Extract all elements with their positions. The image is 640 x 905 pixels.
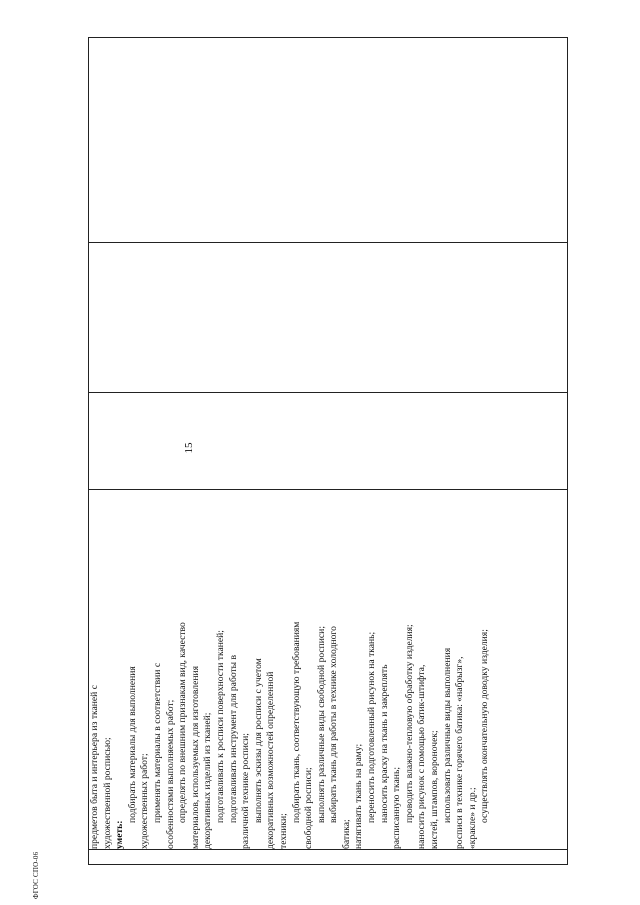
table-cell-content: [89, 490, 568, 850]
table-text-line: выполнять эскизы для росписи с учетом: [252, 658, 264, 823]
table-row: [89, 38, 568, 865]
table-text-line: материалов, используемых для изготовления: [189, 665, 201, 849]
table-text-line: техники;: [277, 813, 289, 849]
table-text-line: выполнять различные виды свободной росписи;: [315, 626, 327, 823]
table-text-line: различной технике росписи;: [240, 733, 252, 849]
page-number: 15: [183, 442, 195, 454]
competency-table: [88, 37, 568, 865]
table-text-line: подготавливать к росписи поверхности тканей;: [214, 630, 226, 823]
content-lines: [89, 490, 492, 849]
table-text-line: декоративных изделий из тканей;: [202, 712, 214, 849]
table-text-line: определять по внешним признакам вид, качество: [177, 622, 189, 823]
table-text-line: осуществлять окончательную доводку изделия;: [479, 629, 491, 823]
table-text-line: свободной росписи;: [303, 767, 315, 849]
table-text-line: натягивать ткань на раму;: [353, 743, 365, 849]
table-text-line: художественной росписью;: [101, 737, 113, 849]
table-cell-empty: [89, 38, 568, 243]
table-text-line: применять материалы в соответствии с: [151, 662, 163, 823]
table-text-line: выбирать ткань для работы в технике холодного: [328, 626, 340, 823]
table-text-line: росписи в технике горячего батика: «набрызг»,: [454, 656, 466, 849]
table-text-line: «кракле» и др.;: [466, 787, 478, 849]
footer-code: ФГОС СПО-06: [32, 851, 40, 899]
table-text-line: подбирать ткань, соответствующую требованиям: [290, 621, 302, 823]
table-text-line: подбирать материалы для выполнения: [126, 666, 138, 823]
table-text-line: художественных работ;: [139, 753, 151, 849]
table-cell-index: [89, 850, 568, 865]
table-text-line: наносить рисунок с помощью батик-штифта,: [416, 664, 428, 849]
table-text-line: предметов быта и интерьера из тканей с: [89, 685, 100, 849]
table-text-line: подготавливать инструмент для работы в: [227, 654, 239, 823]
table-text-line: проводить влажно-тепловую обработку изделия;: [403, 624, 415, 823]
table-text-line: декоративных возможностей определенной: [265, 671, 277, 849]
table-text-line: использовать различные виды выполнения: [441, 647, 453, 823]
table-text-line: особенностями выполняемых работ;: [164, 699, 176, 849]
table-text-line: переносить подготовленный рисунок на ткань;: [366, 631, 378, 823]
table-text-line: кистей, штампов, вороночек;: [429, 730, 441, 849]
table-text-line: расписанную ткань;: [391, 767, 403, 849]
table-text-line: наносить краску на ткань и закреплять: [378, 664, 390, 823]
table-cell-empty: [89, 393, 568, 490]
table-cell-empty: [89, 243, 568, 393]
table-text-line: уметь:: [114, 820, 126, 849]
table-text-line: батика;: [340, 819, 352, 849]
